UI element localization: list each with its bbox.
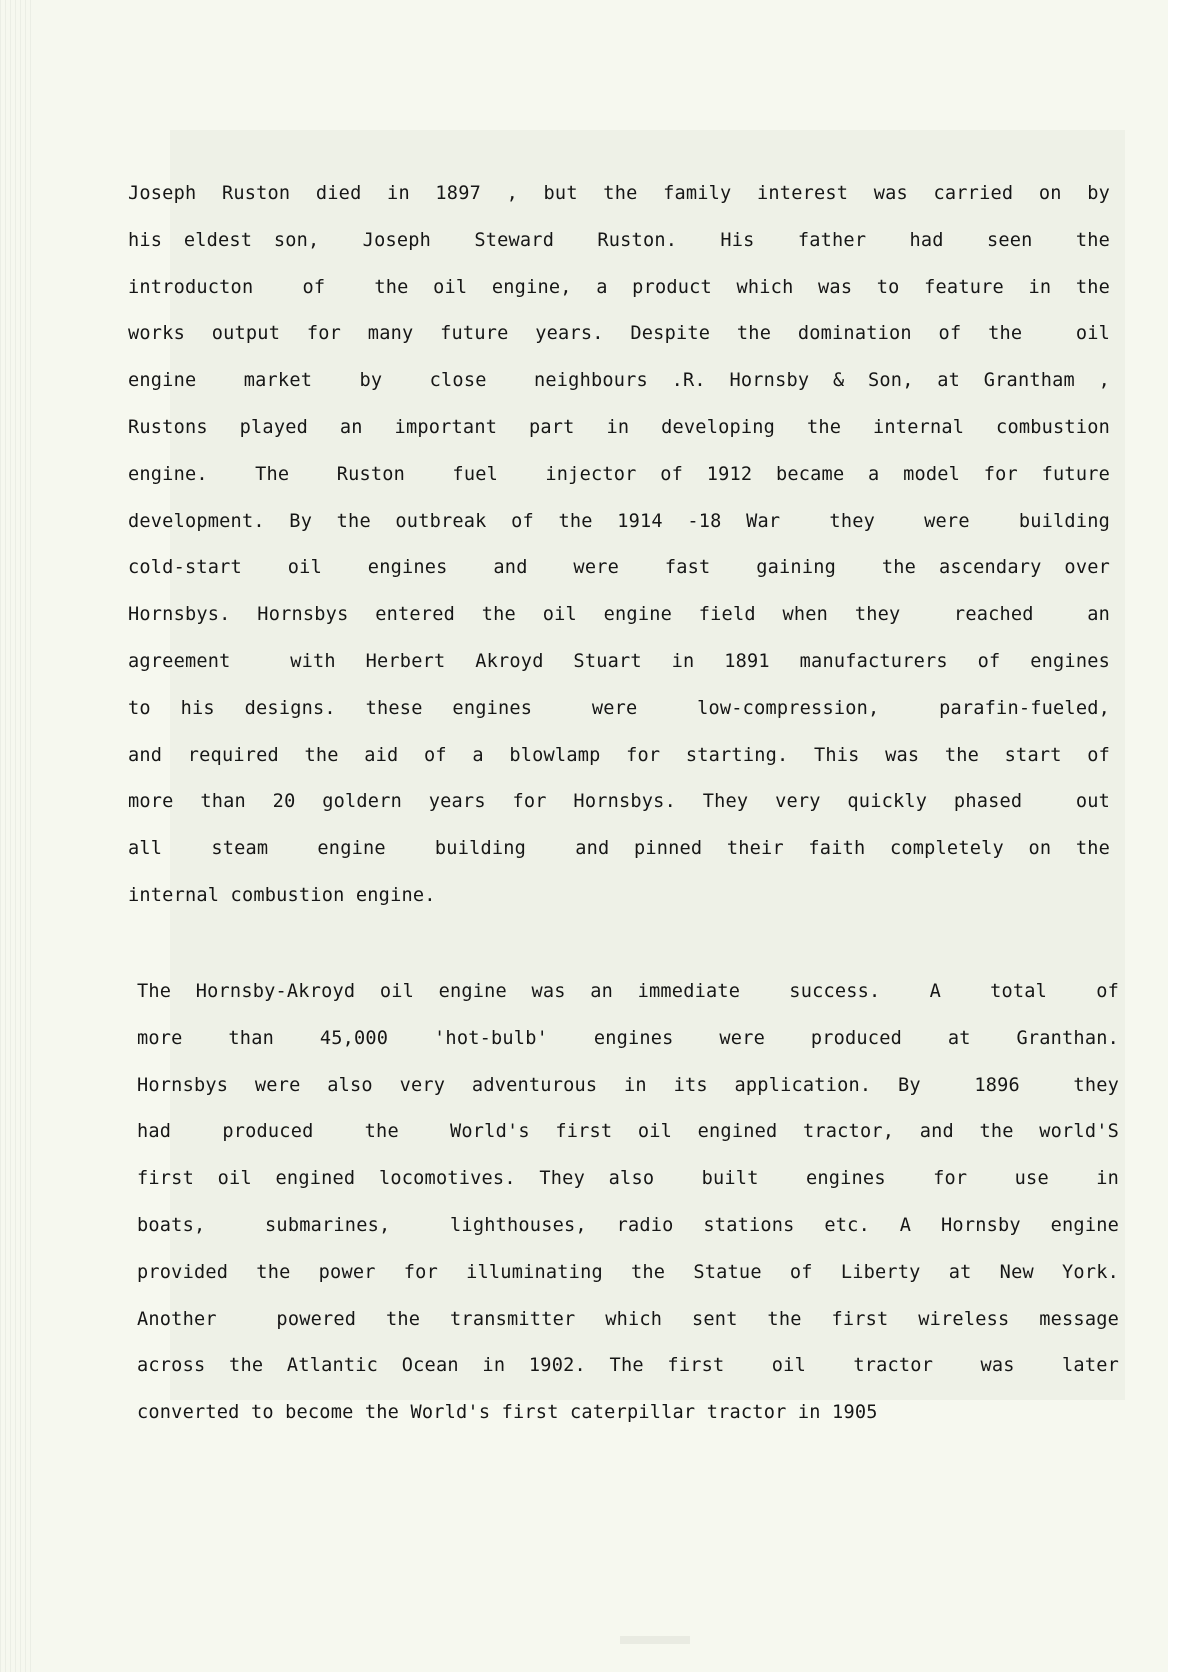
text-line: had produced the World's first oil engined tractor, and the world'S	[137, 1121, 1119, 1143]
paragraph-hornsby-history	[137, 969, 1119, 1437]
text-line: engine. The Ruston fuel injector of 1912 became a model for future	[128, 463, 1110, 485]
paragraph-ruston-history	[128, 171, 1110, 920]
text-line: boats, submarines, lighthouses, radio stations etc. A Hornsby engine	[137, 1214, 1119, 1236]
text-line: Joseph Ruston died in 1897 , but the family interest was carried on by	[128, 183, 1110, 204]
text-line: Hornsbys were also very adventurous in its application. By 1896 they	[137, 1074, 1119, 1096]
text-line: Another powered the transmitter which sent the first wireless message	[137, 1308, 1119, 1330]
text-line: more than 45,000 'hot-bulb' engines were produced at Granthan.	[137, 1027, 1119, 1049]
text-line: all steam engine building and pinned their faith completely on the	[128, 838, 1110, 860]
faint-footer-mark	[620, 1636, 690, 1644]
text-line: introducton of the oil engine, a product which was to feature in the	[128, 276, 1110, 298]
text-line: to his designs. these engines were low-compression, parafin-fueled,	[128, 697, 1110, 719]
text-line: and required the aid of a blowlamp for starting. This was the start of	[128, 744, 1110, 766]
text-line: development. By the outbreak of the 1914 -18 War they were building	[128, 510, 1110, 532]
text-line: cold-start oil engines and were fast gaining the ascendary over	[128, 557, 1110, 579]
text-line: first oil engined locomotives. They also built engines for use in	[137, 1168, 1119, 1190]
text-line: Rustons played an important part in developing the internal combustion	[128, 416, 1110, 438]
text-line: provided the power for illuminating the Statue of Liberty at New York.	[137, 1261, 1119, 1283]
page-margin-strip	[1168, 0, 1198, 1672]
text-line: engine market by close neighbours .R. Hornsby & Son, at Grantham ,	[128, 370, 1110, 392]
text-line: Hornsbys. Hornsbys entered the oil engine field when they reached an	[128, 604, 1110, 626]
text-line: more than 20 goldern years for Hornsbys. They very quickly phased out	[128, 791, 1110, 813]
stacked-page-edges	[0, 0, 32, 1672]
text-line: his eldest son, Joseph Steward Ruston. His father had seen the	[128, 229, 1110, 251]
text-line: converted to become the World's first caterpillar tractor in 1905	[137, 1402, 878, 1424]
text-line: The Hornsby-Akroyd oil engine was an immediate success. A total of	[137, 981, 1119, 1002]
text-line: agreement with Herbert Akroyd Stuart in 1891 manufacturers of engines	[128, 650, 1110, 672]
text-line: internal combustion engine.	[128, 884, 436, 906]
text-line: across the Atlantic Ocean in 1902. The first oil tractor was later	[137, 1355, 1119, 1377]
text-line: works output for many future years. Despite the domination of the oil	[128, 323, 1110, 345]
